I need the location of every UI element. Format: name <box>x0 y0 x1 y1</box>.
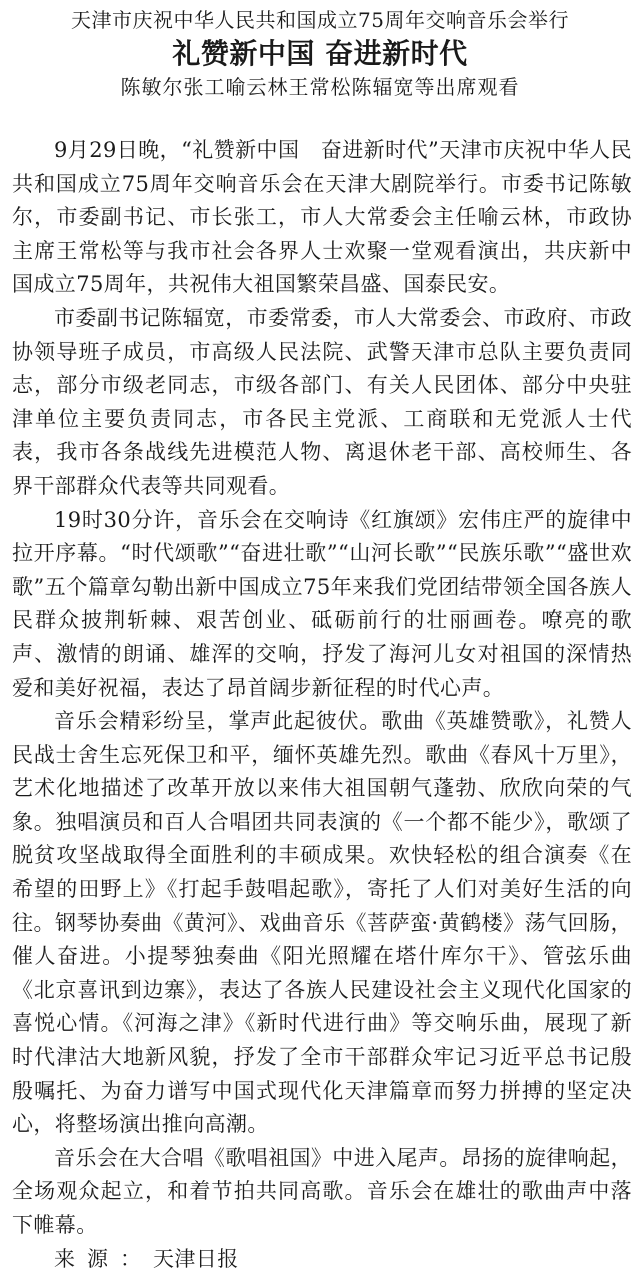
paragraph-4: 音乐会精彩纷呈，掌声此起彼伏。歌曲《英雄赞歌》，礼赞人民战士舍生忘死保卫和平，缅怀英雄先烈。歌曲《春风十万里》，艺术化地描述了改革开放以来伟大祖国朝气蓬勃、欣欣向荣的气象。独唱演员和百人合唱团共同表演的《一个都不能少》，歌颂了脱贫攻坚战取得全面胜利的丰硕成果。欢快轻松的组合演奏《在希望的田野上》《打起手鼓唱起歌》，寄托了人们对美好生活的向往。钢琴协奏曲《黄河》、戏曲音乐《菩萨蛮·黄鹤楼》荡气回肠，催人奋进。小提琴独奏曲《阳光照耀在塔什库尔干》、管弦乐曲《北京喜讯到边寨》，表达了各族人民建设社会主义现代化国家的喜悦心情。《河海之津》《新时代进行曲》等交响乐曲，展现了新时代津沽大地新风貌，抒发了全市干部群众牢记习近平总书记殷殷嘱托、为奋力谱写中国式现代化天津篇章而努力拼搏的坚定决心，将整场演出推向高潮。 <box>12 709 632 1137</box>
paragraph-2: 市委副书记陈辐宽，市委常委，市人大常委会、市政府、市政协领导班子成员，市高级人民法院、武警天津市总队主要负责同志，部分市级老同志，市级各部门、有关人民团体、部分中央驻津单位主要负责同志，市各民主党派、工商联和无党派人士代表，我市各条战线先进模范人物、离退休老干部、高校师生、各界干部群众代表等共同观看。 <box>12 305 632 498</box>
article-subhead: 陈敏尔张工喻云林王常松陈辐宽等出席观看 <box>120 75 520 99</box>
article-body <box>12 134 632 1276</box>
paragraph-3: 19时30分许，音乐会在交响诗《红旗颂》宏伟庄严的旋律中拉开序幕。“时代颂歌”“奋进壮歌”“山河长歌”“民族乐歌”“盛世欢歌”五个篇章勾勒出新中国成立75年来我们党团结带领全国各族人民群众披荆斩棘、艰苦创业、砥砺前行的壮丽画卷。嘹亮的歌声、激情的朗诵、雄浑的交响，抒发了海河儿女对祖国的深情热爱和美好祝福，表达了昂首阔步新征程的时代心声。 <box>12 507 632 700</box>
paragraph-5: 音乐会在大合唱《歌唱祖国》中进入尾声。昂扬的旋律响起，全场观众起立，和着节拍共同高歌。音乐会在雄壮的歌曲声中落下帷幕。 <box>12 1145 632 1237</box>
source-value: 天津日报 <box>153 1246 239 1271</box>
article-source <box>12 1243 632 1277</box>
article-kicker: 天津市庆祝中华人民共和国成立75周年交响音乐会举行 <box>71 8 569 32</box>
source-label: 来源： <box>54 1246 153 1271</box>
article-headline: 礼赞新中国 奋进新时代 <box>172 37 468 70</box>
paragraph-1: 9月29日晚，“礼赞新中国 奋进新时代”天津市庆祝中华人民共和国成立75周年交响音乐会在天津大剧院举行。市委书记陈敏尔，市委副书记、市长张工，市人大常委会主任喻云林，市政协主席王常松等与我市社会各界人士欢聚一堂观看演出，共庆新中国成立75周年，共祝伟大祖国繁荣昌盛、国泰民安。 <box>12 138 632 297</box>
